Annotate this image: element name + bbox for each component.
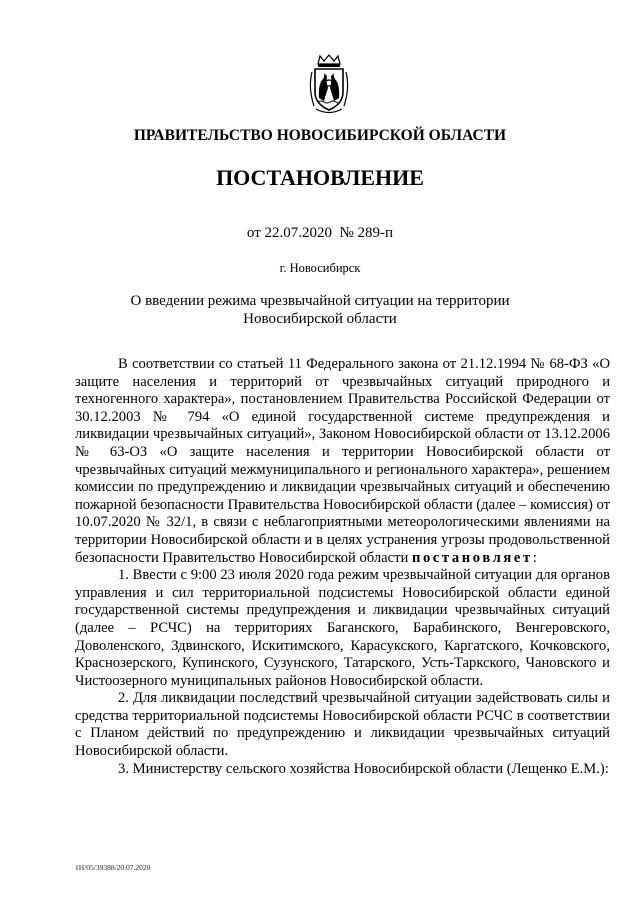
date-number-line [0, 225, 640, 242]
document-subject [0, 292, 640, 328]
organization-title: ПРАВИТЕЛЬСТВО НОВОСИБИРСКОЙ ОБЛАСТИ [133, 127, 507, 144]
preamble-text: В соответствии со статьей 11 Федерального закона от 21.12.1994 № 68-ФЗ «О защите населения и территорий от чрезвычайных ситуаций природного и техногенного характера», постановлением Правительства Российской Федерации от 30.12.2003 № 794 «О единой государственной системе предупреждения и ликвидации чрезвычайных ситуаций», Законом Новосибирской области от 13.12.2006 № 63-ОЗ «О защите населения и территории Новосибирской области от чрезвычайных ситуаций межмуниципального и регионального характера», решением комиссии по предупреждению и ликвидации чрезвычайных ситуаций и обеспечению пожарной безопасности Правительства Новосибирской области (далее – комиссия) от 10.07.2020 № 32/1, в связи с неблагоприятными метеорологическими явлениями на территории Новосибирской области и в целях устранения угрозы продовольственной безопасности Правительство Новосибирской области [75, 356, 610, 566]
subject-line-2: Новосибирской области [243, 311, 397, 327]
item-3-paragraph: 3. Министерству сельского хозяйства Новосибирской области (Лещенко Е.М.): [118, 760, 609, 777]
preamble-paragraph [75, 356, 610, 567]
document-date: от 22.07.2020 [246, 225, 332, 241]
city-line: г. Новосибирск [279, 261, 361, 275]
resolves-word: постановляет [411, 549, 533, 566]
item-2-paragraph: 2. Для ликвидации последствий чрезвычайной ситуации задействовать силы и средства территориальной подсистемы Новосибирской области РСЧС в соответствии с Планом действий по предупреждению и ликвидации чрезвычайных ситуаций Новосибирской области. [75, 690, 610, 760]
document-type-heading: ПОСТАНОВЛЕНИЕ [216, 165, 424, 190]
coat-of-arms-icon [304, 54, 354, 116]
document-number: № 289-п [339, 225, 394, 241]
registration-footer: 1Н/05/39388/20.07.2020 [75, 863, 151, 872]
document-body [75, 356, 610, 778]
resolves-colon: : [532, 549, 537, 566]
subject-line-1: О введении режима чрезвычайной ситуации на территории [130, 293, 510, 309]
item-1-paragraph: 1. Ввести с 9:00 23 июля 2020 года режим чрезвычайной ситуации для органов управления и сил территориальной подсистемы Новосибирской области единой государственной системы предупреждения и ликвидации чрезвычайных ситуаций (далее – РСЧС) на территориях Баганского, Барабинского, Венгеровского, Доволенского, Здвинского, Искитимского, Карасукского, Каргатского, Кочковского, Краснозерского, Купинского, Сузунского, Татарского, Усть-Таркского, Чановского и Чистоозерного муниципальных районов Новосибирской области. [75, 567, 610, 689]
